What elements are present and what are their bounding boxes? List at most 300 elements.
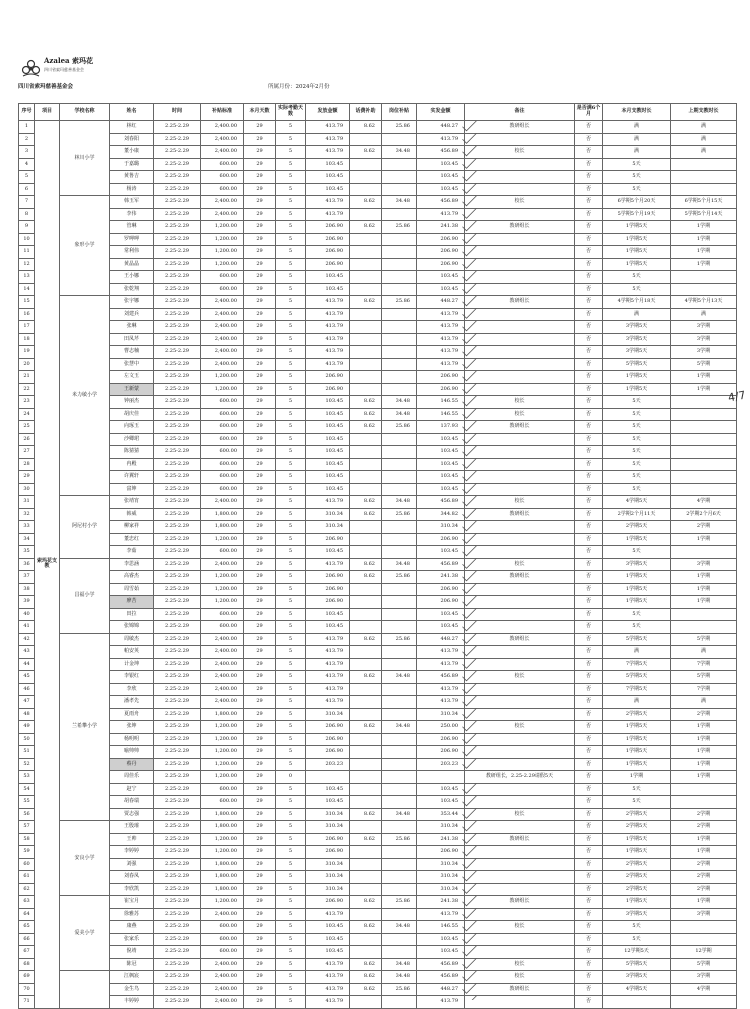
cell-phone-subsidy: 8.62 (350, 496, 382, 509)
cell-amount: 103.45 (306, 446, 350, 459)
check-mark-icon (463, 983, 477, 993)
cell-attendance: 5 (276, 633, 306, 646)
cell-paid: 448.27 (417, 983, 465, 996)
cell-month-days: 29 (244, 208, 276, 221)
cell-attendance: 5 (276, 408, 306, 421)
check-mark-icon (463, 496, 477, 506)
cell-name: 张慧中 (110, 358, 154, 371)
cell-month-days: 29 (244, 871, 276, 884)
cell-month-days: 29 (244, 858, 276, 871)
cell-this-term: 5天 (603, 608, 671, 621)
cell-index: 17 (19, 321, 35, 334)
cell-standard: 600.00 (201, 796, 244, 809)
cell-amount: 413.79 (306, 671, 350, 684)
cell-index: 58 (19, 833, 35, 846)
cell-six-months: 否 (575, 708, 603, 721)
cell-month-days: 29 (244, 746, 276, 759)
cell-last-term: 4学期 (671, 496, 737, 509)
cell-name: 常利伟 (110, 246, 154, 259)
cell-attendance: 5 (276, 233, 306, 246)
check-mark-icon (463, 396, 477, 406)
cell-standard: 1,200.00 (201, 383, 244, 396)
cell-standard: 600.00 (201, 421, 244, 434)
cell-paid: 413.79 (417, 646, 465, 659)
cell-month-days: 29 (244, 321, 276, 334)
check-mark-icon (463, 283, 477, 293)
check-mark-icon (463, 121, 477, 131)
cell-attendance: 5 (276, 783, 306, 796)
cell-month-days: 29 (244, 221, 276, 234)
cell-attendance: 5 (276, 946, 306, 959)
cell-name: 周敏杰 (110, 633, 154, 646)
cell-remark: 教研组长 (465, 508, 575, 521)
cell-month-days: 29 (244, 621, 276, 634)
cell-six-months: 否 (575, 971, 603, 984)
check-mark-icon (463, 671, 477, 681)
cell-index: 43 (19, 646, 35, 659)
cell-remark: 校长 (465, 808, 575, 821)
cell-post-subsidy: 25.86 (382, 571, 417, 584)
cell-last-term: 满 (671, 646, 737, 659)
cell-amount: 103.45 (306, 421, 350, 434)
cell-phone-subsidy: 8.62 (350, 571, 382, 584)
cell-six-months: 否 (575, 421, 603, 434)
cell-time: 2.25-2.29 (154, 321, 201, 334)
cell-time: 2.25-2.29 (154, 996, 201, 1009)
cell-month-days: 29 (244, 533, 276, 546)
cell-last-term: 7学期 (671, 658, 737, 671)
cell-time: 2.25-2.29 (154, 721, 201, 734)
cell-this-term: 2学期5天 (603, 708, 671, 721)
cell-this-term: 5学期5个月19天 (603, 208, 671, 221)
cell-attendance: 5 (276, 421, 306, 434)
cell-month-days: 29 (244, 183, 276, 196)
cell-amount: 103.45 (306, 171, 350, 184)
cell-remark: 校长 (465, 971, 575, 984)
cell-time: 2.25-2.29 (154, 921, 201, 934)
cell-six-months: 否 (575, 546, 603, 559)
cell-time: 2.25-2.29 (154, 571, 201, 584)
cell-month-days: 29 (244, 258, 276, 271)
cell-amount: 103.45 (306, 946, 350, 959)
cell-time: 2.25-2.29 (154, 621, 201, 634)
cell-remark: 校长 (465, 958, 575, 971)
cell-six-months: 否 (575, 246, 603, 259)
cell-name: 许翼轩 (110, 471, 154, 484)
cell-attendance: 5 (276, 121, 306, 134)
cell-amount: 310.34 (306, 508, 350, 521)
cell-time: 2.25-2.29 (154, 633, 201, 646)
cell-attendance: 0 (276, 771, 306, 784)
cell-name: 林红 (110, 121, 154, 134)
cell-six-months: 否 (575, 583, 603, 596)
cell-six-months: 否 (575, 608, 603, 621)
cell-month-days: 29 (244, 508, 276, 521)
cell-paid: 310.34 (417, 871, 465, 884)
cell-last-term: 2学期 (671, 883, 737, 896)
cell-last-term: 2学期 (671, 858, 737, 871)
cell-month-days: 29 (244, 233, 276, 246)
cell-paid: 206.90 (417, 846, 465, 859)
cell-paid: 456.89 (417, 971, 465, 984)
col-header-post-subsidy: 岗位补贴 (382, 104, 417, 121)
check-mark-icon (463, 533, 477, 543)
cell-amount: 413.79 (306, 121, 350, 134)
cell-last-term: 2学期2个月6天 (671, 508, 737, 521)
cell-amount: 103.45 (306, 546, 350, 559)
cell-paid: 103.45 (417, 546, 465, 559)
cell-standard: 1,200.00 (201, 583, 244, 596)
cell-amount: 103.45 (306, 283, 350, 296)
cell-remark: 教研组长 (465, 833, 575, 846)
cell-standard: 1,200.00 (201, 596, 244, 609)
cell-attendance: 5 (276, 271, 306, 284)
cell-month-days: 29 (244, 246, 276, 259)
cell-six-months: 否 (575, 733, 603, 746)
cell-name: 潘孝先 (110, 696, 154, 709)
cell-month-days: 29 (244, 546, 276, 559)
cell-time: 2.25-2.29 (154, 246, 201, 259)
period-label: 所属月份：2024年2月份 (268, 84, 330, 90)
cell-amount: 103.45 (306, 608, 350, 621)
cell-month-days: 29 (244, 971, 276, 984)
cell-index: 2 (19, 133, 35, 146)
cell-this-term: 1学期5天 (603, 746, 671, 759)
cell-attendance: 5 (276, 346, 306, 359)
cell-paid: 344.82 (417, 508, 465, 521)
cell-standard: 600.00 (201, 933, 244, 946)
cell-this-term: 2学期5天 (603, 858, 671, 871)
col-header-school: 学校名称 (60, 104, 110, 121)
cell-school: 米力敏小学 (60, 296, 110, 496)
cell-six-months: 否 (575, 771, 603, 784)
cell-time: 2.25-2.29 (154, 746, 201, 759)
cell-attendance: 5 (276, 308, 306, 321)
cell-six-months: 否 (575, 233, 603, 246)
cell-index: 48 (19, 708, 35, 721)
col-header-last-term: 上期支教时长 (671, 104, 737, 121)
cell-post-subsidy: 25.86 (382, 421, 417, 434)
cell-last-term: 3学期 (671, 908, 737, 921)
cell-standard: 600.00 (201, 946, 244, 959)
check-mark-icon (463, 383, 477, 393)
cell-standard: 2,400.00 (201, 358, 244, 371)
handwritten-page-mark: 4/7 (727, 388, 747, 405)
cell-index: 61 (19, 871, 35, 884)
cell-time: 2.25-2.29 (154, 533, 201, 546)
cell-paid: 103.45 (417, 433, 465, 446)
cell-name: 崔宝月 (110, 896, 154, 909)
cell-school: 昌福小学 (60, 558, 110, 633)
cell-standard: 2,400.00 (201, 496, 244, 509)
cell-post-subsidy: 34.48 (382, 558, 417, 571)
cell-paid: 103.45 (417, 783, 465, 796)
cell-six-months: 否 (575, 158, 603, 171)
cell-this-term: 5天 (603, 796, 671, 809)
cell-this-term: 5天 (603, 621, 671, 634)
cell-attendance: 5 (276, 296, 306, 309)
cell-time: 2.25-2.29 (154, 971, 201, 984)
cell-month-days: 29 (244, 608, 276, 621)
cell-school: 林川小学 (60, 121, 110, 196)
cell-month-days: 29 (244, 408, 276, 421)
col-header-project: 项目 (35, 104, 60, 121)
cell-last-term: 7学期 (671, 683, 737, 696)
cell-index: 63 (19, 896, 35, 909)
cell-name: 冉殿 (110, 458, 154, 471)
cell-paid: 310.34 (417, 521, 465, 534)
cell-last-term: 1学期 (671, 246, 737, 259)
cell-name: 夏雨舟 (110, 708, 154, 721)
cell-standard: 600.00 (201, 171, 244, 184)
cell-last-term: 1学期 (671, 746, 737, 759)
cell-amount: 413.79 (306, 358, 350, 371)
col-header-this-term: 本月支教时长 (603, 104, 671, 121)
cell-post-subsidy: 25.86 (382, 896, 417, 909)
cell-six-months: 否 (575, 383, 603, 396)
cell-phone-subsidy: 8.62 (350, 671, 382, 684)
cell-month-days: 29 (244, 996, 276, 1009)
cell-amount: 413.79 (306, 196, 350, 209)
cell-month-days: 29 (244, 783, 276, 796)
cell-post-subsidy: 34.48 (382, 671, 417, 684)
cell-six-months: 否 (575, 396, 603, 409)
cell-index: 60 (19, 858, 35, 871)
cell-this-term: 1学期5天 (603, 258, 671, 271)
check-mark-icon (463, 858, 477, 868)
cell-index: 42 (19, 633, 35, 646)
check-mark-icon (463, 521, 477, 531)
cell-index: 31 (19, 496, 35, 509)
cell-time: 2.25-2.29 (154, 133, 201, 146)
cell-standard: 1,200.00 (201, 258, 244, 271)
cell-index: 37 (19, 571, 35, 584)
cell-index: 67 (19, 946, 35, 959)
cell-standard: 600.00 (201, 158, 244, 171)
cell-paid: 310.34 (417, 858, 465, 871)
cell-this-term: 满 (603, 308, 671, 321)
cell-paid: 103.45 (417, 183, 465, 196)
cell-amount: 206.90 (306, 833, 350, 846)
cell-index: 14 (19, 283, 35, 296)
cell-index: 57 (19, 821, 35, 834)
cell-remark: 教研组长 (465, 983, 575, 996)
cell-six-months: 否 (575, 471, 603, 484)
cell-attendance: 5 (276, 733, 306, 746)
cell-phone-subsidy: 8.62 (350, 396, 382, 409)
cell-paid: 103.45 (417, 446, 465, 459)
cell-standard: 1,200.00 (201, 733, 244, 746)
cell-month-days: 29 (244, 946, 276, 959)
cell-index: 54 (19, 783, 35, 796)
cell-this-term: 3学期5天 (603, 321, 671, 334)
cell-name: 向琢玉 (110, 421, 154, 434)
check-mark-icon (463, 808, 477, 818)
cell-paid: 103.45 (417, 458, 465, 471)
cell-time: 2.25-2.29 (154, 308, 201, 321)
cell-project: 索玛花支教 (35, 121, 60, 1009)
check-mark-icon (463, 583, 477, 593)
cell-amount: 103.45 (306, 921, 350, 934)
cell-index: 8 (19, 208, 35, 221)
cell-name: 刘春阳 (110, 133, 154, 146)
cell-post-subsidy: 25.86 (382, 296, 417, 309)
cell-six-months: 否 (575, 883, 603, 896)
cell-this-term: 5天 (603, 433, 671, 446)
cell-name: 张坤 (110, 721, 154, 734)
cell-post-subsidy: 34.48 (382, 146, 417, 159)
cell-post-subsidy: 34.48 (382, 408, 417, 421)
cell-paid: 456.89 (417, 496, 465, 509)
col-header-attendance: 实际考勤天数 (276, 104, 306, 121)
cell-index: 66 (19, 933, 35, 946)
cell-amount: 310.34 (306, 708, 350, 721)
cell-attendance: 5 (276, 621, 306, 634)
cell-remark: 教研组长 (465, 221, 575, 234)
cell-time: 2.25-2.29 (154, 983, 201, 996)
cell-last-term: 12学期 (671, 946, 737, 959)
cell-last-term: 1学期 (671, 233, 737, 246)
cell-phone-subsidy: 8.62 (350, 558, 382, 571)
check-mark-icon (463, 358, 477, 368)
cell-last-term: 1学期 (671, 583, 737, 596)
cell-index: 6 (19, 183, 35, 196)
cell-attendance: 5 (276, 358, 306, 371)
cell-month-days: 29 (244, 396, 276, 409)
cell-six-months: 否 (575, 208, 603, 221)
cell-last-term: 5学期 (671, 671, 737, 684)
cell-attendance: 5 (276, 808, 306, 821)
cell-time: 2.25-2.29 (154, 708, 201, 721)
cell-amount: 206.90 (306, 846, 350, 859)
cell-paid: 448.27 (417, 633, 465, 646)
cell-index: 56 (19, 808, 35, 821)
cell-phone-subsidy: 8.62 (350, 808, 382, 821)
check-mark-icon (463, 908, 477, 918)
check-mark-icon (463, 346, 477, 356)
cell-amount: 103.45 (306, 158, 350, 171)
cell-post-subsidy: 25.86 (382, 508, 417, 521)
cell-standard: 2,400.00 (201, 958, 244, 971)
cell-attendance: 5 (276, 471, 306, 484)
cell-time: 2.25-2.29 (154, 333, 201, 346)
cell-index: 36 (19, 558, 35, 571)
cell-paid: 103.45 (417, 158, 465, 171)
cell-last-term: 5学期 (671, 958, 737, 971)
cell-name: 高睿杰 (110, 571, 154, 584)
cell-this-term: 5天 (603, 283, 671, 296)
cell-index: 51 (19, 746, 35, 759)
cell-time: 2.25-2.29 (154, 933, 201, 946)
cell-paid: 413.79 (417, 333, 465, 346)
cell-paid: 413.79 (417, 321, 465, 334)
cell-time: 2.25-2.29 (154, 296, 201, 309)
cell-paid: 103.45 (417, 271, 465, 284)
cell-index: 28 (19, 458, 35, 471)
cell-name: 张宇娜 (110, 296, 154, 309)
cell-remark: 教研组长 (465, 296, 575, 309)
cell-month-days: 29 (244, 958, 276, 971)
cell-month-days: 29 (244, 846, 276, 859)
col-header-standard: 补贴标准 (201, 104, 244, 121)
cell-standard: 2,400.00 (201, 971, 244, 984)
cell-standard: 1,800.00 (201, 871, 244, 884)
cell-paid: 456.89 (417, 146, 465, 159)
cell-month-days: 29 (244, 933, 276, 946)
cell-last-term: 满 (671, 308, 737, 321)
cell-amount: 206.90 (306, 233, 350, 246)
cell-amount: 413.79 (306, 646, 350, 659)
cell-last-term: 1学期 (671, 383, 737, 396)
cell-index: 38 (19, 583, 35, 596)
cell-attendance: 5 (276, 958, 306, 971)
check-mark-icon (463, 308, 477, 318)
cell-attendance: 5 (276, 821, 306, 834)
check-mark-icon (463, 271, 477, 281)
cell-time: 2.25-2.29 (154, 121, 201, 134)
check-mark-icon (463, 246, 477, 256)
cell-paid: 206.90 (417, 596, 465, 609)
cell-six-months: 否 (575, 983, 603, 996)
cell-six-months: 否 (575, 846, 603, 859)
check-mark-icon (463, 233, 477, 243)
check-mark-icon (463, 596, 477, 606)
cell-index: 16 (19, 308, 35, 321)
cell-time: 2.25-2.29 (154, 283, 201, 296)
cell-standard: 2,400.00 (201, 321, 244, 334)
cell-standard: 1,200.00 (201, 721, 244, 734)
cell-attendance: 5 (276, 496, 306, 509)
cell-paid: 103.45 (417, 483, 465, 496)
cell-attendance: 5 (276, 321, 306, 334)
cell-name: 胡庆佳 (110, 408, 154, 421)
cell-name: 张锦锦 (110, 621, 154, 634)
cell-this-term: 1学期 (603, 771, 671, 784)
cell-time: 2.25-2.29 (154, 958, 201, 971)
cell-amount: 413.79 (306, 308, 350, 321)
cell-last-term: 1学期 (671, 833, 737, 846)
cell-amount: 413.79 (306, 996, 350, 1009)
cell-index: 3 (19, 146, 35, 159)
cell-time: 2.25-2.29 (154, 558, 201, 571)
cell-six-months: 否 (575, 996, 603, 1009)
cell-paid: 413.79 (417, 346, 465, 359)
cell-index: 34 (19, 533, 35, 546)
cell-post-subsidy: 34.48 (382, 496, 417, 509)
cell-index: 7 (19, 196, 35, 209)
cell-paid: 456.89 (417, 671, 465, 684)
col-header-phone-subsidy: 话费补助 (350, 104, 382, 121)
cell-post-subsidy: 25.86 (382, 221, 417, 234)
cell-index: 4 (19, 158, 35, 171)
cell-amount: 310.34 (306, 808, 350, 821)
cell-six-months: 否 (575, 783, 603, 796)
cell-paid: 413.79 (417, 908, 465, 921)
cell-name: 李欣凯 (110, 883, 154, 896)
cell-school: 爱美小学 (60, 896, 110, 971)
cell-paid: 448.27 (417, 296, 465, 309)
col-header-paid: 实发金额 (417, 104, 465, 121)
cell-attendance: 5 (276, 796, 306, 809)
cell-month-days: 29 (244, 683, 276, 696)
cell-school: 阿尼村小学 (60, 496, 110, 559)
cell-month-days: 29 (244, 833, 276, 846)
cell-month-days: 29 (244, 196, 276, 209)
check-mark-icon (463, 333, 477, 343)
cell-name: 田拉 (110, 608, 154, 621)
cell-this-term: 3学期5天 (603, 971, 671, 984)
organization-name: 四川省索玛慈善基金会 (18, 84, 74, 90)
